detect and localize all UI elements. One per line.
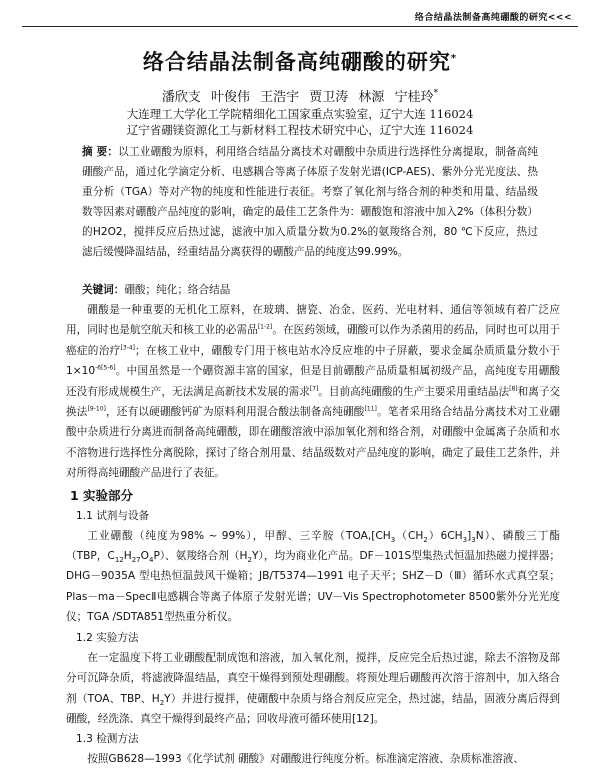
reagents-text: ）6CH <box>427 529 463 542</box>
citation: [3-4] <box>120 344 136 352</box>
keywords-label: 关键词： <box>82 284 125 296</box>
abstract <box>82 142 538 262</box>
subsection-heading-1-2: 1.2 实验方法 <box>76 631 139 644</box>
subscript: 27 <box>131 556 141 565</box>
keywords-text: 硼酸；纯化；络合结晶 <box>124 284 231 296</box>
header-rule <box>22 26 578 27</box>
citation: [9-10] <box>87 405 106 413</box>
intro-text-2: 。在医药领域，硼酸可以作为杀菌用的药品，同时也可以用于癌症的治疗 <box>66 324 561 357</box>
detection-paragraph <box>66 749 560 769</box>
affiliation-1: 大连理工大学化工学院精细化工国家重点实验室，辽宁大连 116024 <box>126 107 474 121</box>
reagents-text: N）、磷酸三丁酯（TBP，C <box>66 529 560 563</box>
subscript: 3 <box>390 535 396 544</box>
title-footnote-mark: * <box>450 53 458 64</box>
citation: [8] <box>509 385 518 393</box>
subscript: 3 <box>462 535 468 544</box>
subscript: 12 <box>114 556 124 565</box>
abstract-label: 摘 要： <box>82 146 119 158</box>
paper-title <box>0 46 600 76</box>
exponent: -6 <box>95 364 102 372</box>
intro-text-1: 硼酸是一种重要的无机化工原料，在玻璃、搪瓷、冶金、医药、光电材料、通信等领域有着广泛应用，同时也是航空航天和核工业的必需品 <box>66 304 560 337</box>
subscript: 2 <box>159 698 165 707</box>
intro-paragraph <box>66 300 560 484</box>
keywords <box>82 282 538 297</box>
body-text <box>66 300 560 770</box>
author-footnote-mark: * <box>433 88 439 99</box>
detection-text: 按照GB628—1993《化学试剂 硼酸》对硼酸进行纯度分析。标准滴定溶液、杂质标准溶液、 <box>87 753 524 766</box>
reagents-text: 工业硼酸（纯度为98% ~ 99%），甲醇、三辛胺（TOA,[CH <box>87 529 391 542</box>
reagents-text: H <box>123 550 132 563</box>
intro-text-6: 和离子交换法 <box>66 385 561 419</box>
title-text: 络合结晶法制备高纯硼酸的研究 <box>142 50 451 74</box>
method-text: Y）并进行搅拌，使硼酸中杂质与络合剂反应完全，热过滤，结晶，固液分离后得到硼酸，经洗涤、真空干燥得到最终产品；回收母液可循环使用[12]。 <box>66 692 561 725</box>
method-text: 在一定温度下将工业硼酸配制成饱和溶液，加入氧化剂，搅拌，反应完全后热过滤，除去不溶物及部分可沉降杂质，将滤液降温结晶，真空干燥得到预处理硼酸。将预处理后硼酸再次溶于溶剂中，加入络合剂（TOA、TBP、H <box>66 651 560 705</box>
author-line <box>0 86 600 105</box>
citation: [1-2] <box>257 323 273 331</box>
method-paragraph <box>66 648 560 730</box>
abstract-text: 以工业硼酸为原料，利用络合结晶分离技术对硼酸中杂质进行选择性分离提取，制备高纯硼酸产品，通过化学滴定分析、电感耦合等离子体原子发射光谱(ICP-AES)、紫外分光光度法、热重分析（TGA）等对产物的纯度和性能进行表征。考察了氧化剂与络合剂的种类和用量、结晶级数等因素对硼酸产品纯度的影响，确定的最佳工艺条件为：硼酸饱和溶液中加入2%（体积分数）的H2O2，搅拌反应后热过滤，滤液中加入质量分数为0.2%的氨羧络合剂，80 ℃下反应，热过滤后缓慢降温结晶，经重结晶分离获得的硼酸产品的纯度达99.99%。 <box>82 146 538 258</box>
reagents-text: Y），均为商业化产品。DF－101S型集热式恒温加热磁力搅拌器；DHG－9035A 型电热恒温鼓风干燥箱；JB/T5374—1991 电子天平；SHZ－D（Ⅲ）循环水式真空泵；Plas－ma－SpecⅡ电感耦合等离子体原子发射光谱；UV－Vis Spectrophotometer 8500紫外分光光度仪；TGA /SDTA851型热重分析仪。 <box>66 550 560 624</box>
reagents-text: P）、氨羧络合剂（H <box>153 550 248 563</box>
reagents-paragraph <box>66 526 560 628</box>
running-head: 络合结晶法制备高纯硼酸的研究<<< <box>414 13 572 23</box>
intro-text-4: 。中国虽然是一个硼资源丰富的国家，但是目前硼酸产品质量相属初级产品，高纯度专用硼酸还没有形成规模生产，无法满足高新技术发展的需求 <box>66 365 560 398</box>
citation: [5-6] <box>101 364 116 372</box>
subscript: 2 <box>423 535 428 544</box>
intro-text-5: 。目前高纯硼酸的生产主要采用重结晶法 <box>318 385 510 398</box>
intro-text-8: 。笔者采用络合结晶分离技术对工业硼酸中杂质进行分离进而制备高纯硼酸，即在硼酸溶液中添加氧化剂和络合剂，对硼酸中金属离子杂质和水不溶物进行选择性分离脱除，探讨了络合剂用量、结晶级数对产品纯度的影响，确定了最佳工艺条件，并对所得高纯硼酸产品进行了表征。 <box>66 406 561 480</box>
subscript: 3 <box>471 535 476 544</box>
reagents-text: O <box>140 550 149 563</box>
subsection-heading-1-3: 1.3 检测方法 <box>76 733 139 746</box>
intro-text-3: ；在核工业中，硼酸专门用于核电站水冷反应堆的中子屏蔽，要求金属杂质质量分数小于1×10 <box>66 344 561 378</box>
subscript: 2 <box>247 556 252 565</box>
citation: [7] <box>309 385 319 393</box>
affiliation-2: 辽宁省硼镁资源化工与新材料工程技术研究中心，辽宁大连 116024 <box>126 123 474 137</box>
reagents-text: ] <box>467 529 472 542</box>
intro-text-7: ，还有以硬硼酸钙矿为原料利用混合酸法制备高纯硼酸 <box>105 406 365 419</box>
reagents-text: （CH <box>395 529 424 542</box>
subscript: 4 <box>148 556 154 565</box>
section-heading-1: 1 实验部分 <box>70 487 134 503</box>
citation: [11] <box>364 405 377 413</box>
authors-text: 潘欣支 叶俊伟 王浩宇 贾卫涛 林源 宁桂玲 <box>161 90 434 105</box>
subsection-heading-1-1: 1.1 试剂与设备 <box>76 509 150 522</box>
